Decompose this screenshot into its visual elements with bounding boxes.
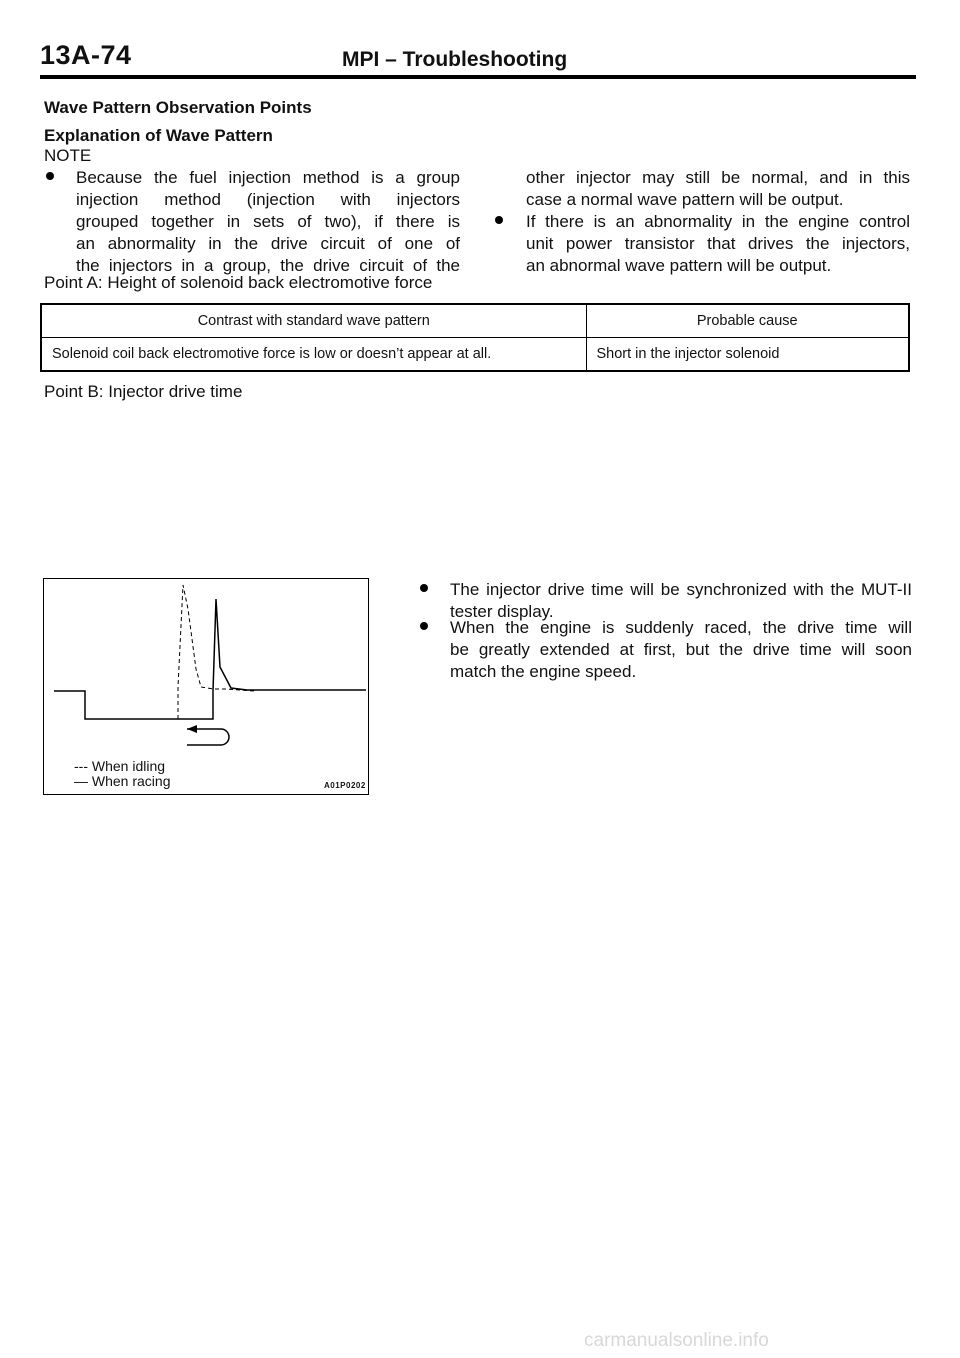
table-cell: Solenoid coil back electromotive force is low or doesn’t appear at all. [41,338,586,372]
note-label: NOTE [44,146,92,165]
page-number: 13A-74 [40,40,132,70]
probable-cause-table [40,303,910,372]
point-b-bullet-2 [450,617,912,683]
section-heading: Wave Pattern Observation Points [44,98,312,117]
drive-time-arrow-curve [221,729,229,745]
table-header-cause: Probable cause [586,304,909,338]
page-header-title: MPI – Troubleshooting [342,48,568,71]
text-line: When the engine is suddenly raced, the drive time will [450,618,912,637]
text-line: match the engine speed. [450,662,637,681]
text-line: If there is an abnormality in the engine control [526,212,910,231]
text-line: the injectors in a group, the drive circuit of the [76,256,460,275]
text-line: The injector drive time will be synchronized with the MUT-II [450,580,912,599]
figure-code: A01P0202 [324,781,366,790]
text-line: grouped together in sets of two), if there is [76,212,460,231]
injector-waveform-figure [43,578,369,795]
note-bullet-1-continued [526,167,910,211]
header-rule [40,75,916,79]
text-line: an abnormality in the drive circuit of one of [76,234,460,253]
arrowhead-icon [187,725,197,733]
bullet-marker [46,172,54,180]
point-b-title: Point B: Injector drive time [44,382,243,401]
legend-racing: — When racing [74,773,171,789]
table-header-row [41,304,909,338]
text-line: tester display. [450,602,554,621]
text-line: other injector may still be normal, and in this [526,168,910,187]
table-header-contrast: Contrast with standard wave pattern [41,304,586,338]
watermark: carmanualsonline.info [584,1330,769,1351]
note-bullet-2 [526,211,910,277]
racing-waveform [54,599,366,719]
text-line: unit power transistor that drives the injectors, [526,234,910,253]
legend-idling: --- When idling [74,758,166,774]
text-line: an abnormal wave pattern will be output. [526,256,832,275]
bullet-marker [420,584,428,592]
text-line: be greatly extended at first, but the drive time will soon [450,640,912,659]
text-line: injection method (injection with injectors [76,190,460,209]
text-line: Because the fuel injection method is a group [76,168,460,187]
note-bullet-1 [76,167,460,277]
point-a-title: Point A: Height of solenoid back electromotive force [44,273,433,292]
bullet-marker [495,216,503,224]
subsection-heading: Explanation of Wave Pattern [44,126,273,145]
table-row [41,338,909,372]
text-line: case a normal wave pattern will be output. [526,190,844,209]
bullet-marker [420,622,428,630]
table-cell: Short in the injector solenoid [586,338,909,372]
